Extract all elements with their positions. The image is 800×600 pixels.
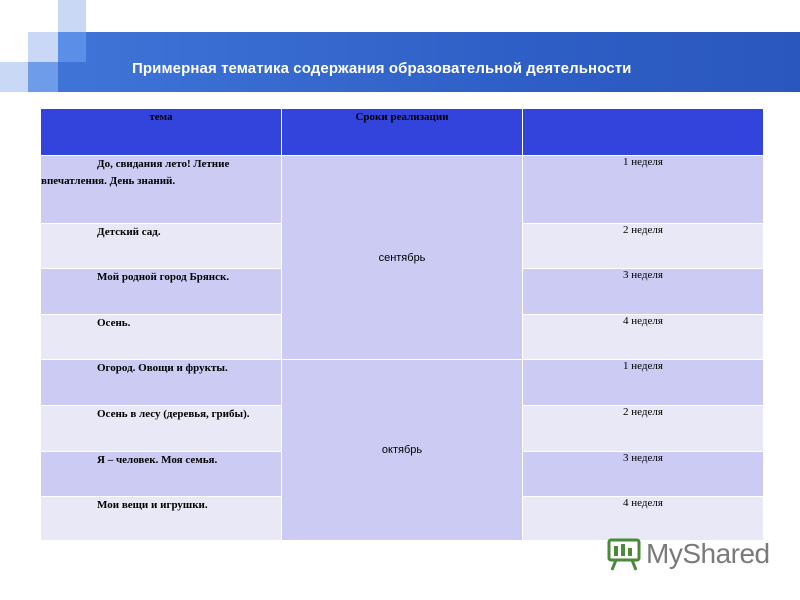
table-row — [41, 360, 764, 406]
week-cell: 3 неделя — [523, 269, 764, 315]
plan-table — [40, 108, 764, 541]
topic-cell: Мои вещи и игрушки. — [41, 497, 282, 541]
column-header-period: Сроки реализации — [282, 109, 523, 156]
table-row — [41, 156, 764, 224]
topic-cell: Осень. — [41, 315, 282, 360]
decor-square — [58, 0, 86, 32]
topic-cell: Огород. Овощи и фрукты. — [41, 360, 282, 406]
week-cell: 2 неделя — [523, 406, 764, 452]
decor-square — [28, 32, 58, 62]
topic-cell: Осень в лесу (деревья, грибы). — [41, 406, 282, 452]
page-title: Примерная тематика содержания образовательной деятельности — [132, 60, 632, 77]
topic-cell: До, свидания лето! Летние впечатления. День знаний. — [41, 156, 282, 224]
topic-cell: Я – человек. Моя семья. — [41, 452, 282, 497]
week-cell: 2 неделя — [523, 224, 764, 269]
myshared-logo-icon — [606, 536, 642, 572]
column-header-topic: тема — [41, 109, 282, 156]
topic-cell: Мой родной город Брянск. — [41, 269, 282, 315]
column-header-empty — [523, 109, 764, 156]
month-cell: сентябрь — [282, 156, 523, 360]
table-header-row — [41, 109, 764, 156]
week-cell: 4 неделя — [523, 315, 764, 360]
week-cell: 4 неделя — [523, 497, 764, 541]
title-bar-accent — [58, 62, 86, 92]
myshared-logo-text: MyShared — [646, 538, 770, 569]
month-cell: октябрь — [282, 360, 523, 541]
decor-square — [0, 62, 28, 92]
week-cell: 1 неделя — [523, 156, 764, 224]
decor-square — [58, 32, 86, 62]
week-cell: 1 неделя — [523, 360, 764, 406]
decor-square — [28, 62, 58, 92]
topic-cell: Детский сад. — [41, 224, 282, 269]
week-cell: 3 неделя — [523, 452, 764, 497]
